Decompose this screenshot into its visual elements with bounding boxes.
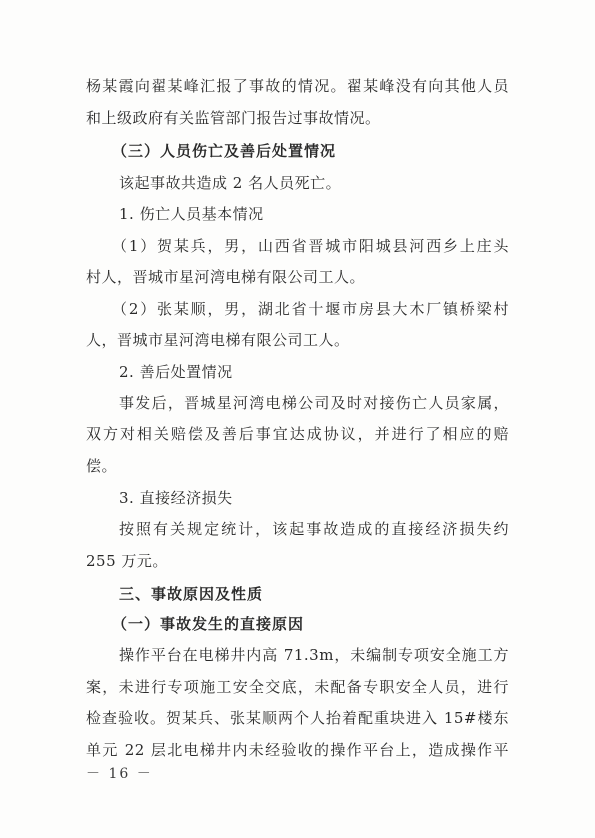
paragraph-line: 杨某霞向翟某峰汇报了事故的情况。翟某峰没有向其他人员 bbox=[86, 77, 509, 95]
paragraph-line: 单元 22 层北电梯井内未经验收的操作平台上，造成操作平 bbox=[86, 741, 509, 759]
paragraph-line: （1）贺某兵，男，山西省晋城市阳城县河西乡上庄头 bbox=[112, 237, 509, 255]
page-number: － 16 － bbox=[86, 766, 153, 782]
paragraph-line: 按照有关规定统计，该起事故造成的直接经济损失约 bbox=[119, 520, 509, 538]
paragraph-line: 检查验收。贺某兵、张某顺两个人抬着配重块进入 15#楼东 bbox=[86, 709, 509, 727]
paragraph-line: 事发后，晋城星河湾电梯公司及时对接伤亡人员家属， bbox=[119, 394, 509, 412]
paragraph-line: 该起事故共造成 2 名人员死亡。 bbox=[119, 174, 342, 192]
paragraph-line: 和上级政府有关监管部门报告过事故情况。 bbox=[86, 109, 381, 127]
subheading-economic-loss: 3. 直接经济损失 bbox=[119, 489, 233, 507]
paragraph-line: 偿。 bbox=[86, 457, 118, 475]
paragraph-line: 人，晋城市星河湾电梯有限公司工人。 bbox=[86, 331, 350, 349]
paragraph-line: 案，未进行专项施工安全交底，未配备专职安全人员，进行 bbox=[86, 678, 509, 696]
paragraph-line: 操作平台在电梯井内高 71.3m，未编制专项安全施工方 bbox=[119, 646, 509, 664]
subsection-heading-direct-cause: （一）事故发生的直接原因 bbox=[112, 615, 305, 633]
subheading-aftermath: 2. 善后处置情况 bbox=[119, 363, 233, 381]
paragraph-line: 村人，晋城市星河湾电梯有限公司工人。 bbox=[86, 268, 366, 286]
paragraph-line: 255 万元。 bbox=[86, 552, 168, 570]
section-heading-causes: 三、事故原因及性质 bbox=[119, 585, 264, 603]
section-heading-casualties: （三）人员伤亡及善后处置情况 bbox=[112, 142, 337, 160]
paragraph-line: （2）张某顺，男，湖北省十堰市房县大木厂镇桥梁村 bbox=[112, 300, 509, 318]
paragraph-line: 双方对相关赔偿及善后事宜达成协议，并进行了相应的赔 bbox=[86, 425, 509, 443]
subheading-casualty-info: 1. 伤亡人员基本情况 bbox=[119, 205, 264, 223]
